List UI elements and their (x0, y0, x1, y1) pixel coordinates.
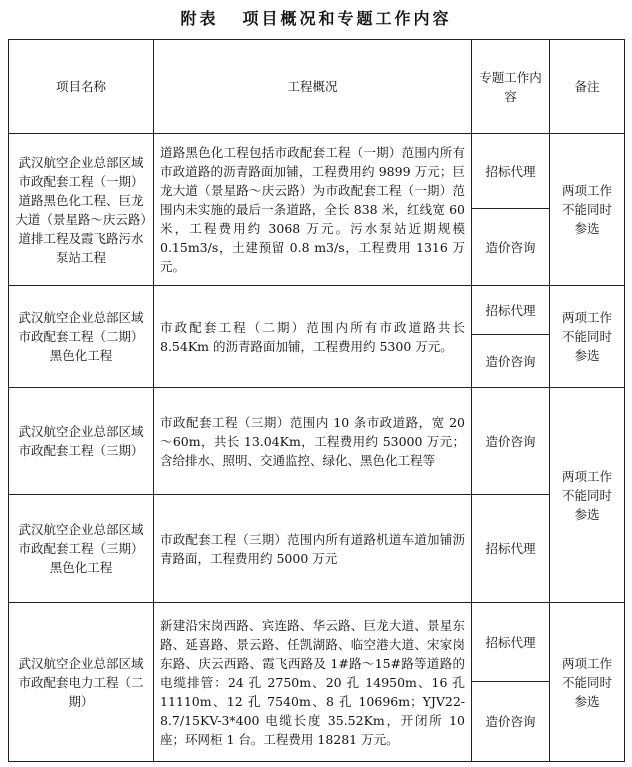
work-item: 造价咨询 (472, 209, 550, 286)
table-row (9, 134, 625, 209)
table-row (9, 388, 625, 495)
project-name: 武汉航空企业总部区域市政配套工程（一期）道路黑色化工程、巨龙大道（景星路～庆云路）道排工程及霞飞路污水泵站工程 (9, 134, 154, 286)
project-note: 两项工作不能同时参选 (550, 134, 625, 286)
table-row (9, 603, 625, 682)
work-item: 造价咨询 (472, 682, 550, 762)
work-item: 招标代理 (472, 495, 550, 603)
project-overview: 市政配套工程（三期）范围内所有道路机道车道加铺沥青路面，工程费用约 5000 万元 (154, 495, 472, 603)
work-item: 造价咨询 (472, 335, 550, 388)
header-work: 专题工作内容 (472, 40, 550, 134)
work-item: 招标代理 (472, 134, 550, 209)
title-main: 项目概况和专题工作内容 (242, 9, 452, 28)
header-overview: 工程概况 (154, 40, 472, 134)
project-overview: 新建沿宋岗西路、宾连路、华云路、巨龙大道、景星东路、延喜路、景云路、任凯湖路、临空港大道、宋家岗东路、庆云西路、霞飞西路及 1#路～15#路等道路的电缆排管：24 孔 2750m、20 孔 14950m、16 孔 11110m、12 孔 7540m、8 孔 10696m；YJV22-8.7/15KV-3*400 电缆长度 35.52Km，开闭所 10 座；环网柜 1 台。工程费用 18281 万元。 (154, 603, 472, 762)
project-overview: 道路黑色化工程包括市政配套工程（一期）范围内所有市政道路的沥青路面加铺，工程费用约 9899 万元；巨龙大道（景星路～庆云路）为市政配套工程（一期）范围内未实施的最后一条道路，全长 838 米，红线宽 60 米，工程费用约 3068 万元。污水泵站近期规模 0.15m3/s，土建预留 0.8 m3/s，工程费用 1316 万元。 (154, 134, 472, 286)
project-note: 两项工作不能同时参选 (550, 286, 625, 388)
merged-note: 两项工作不能同时参选 (550, 388, 625, 603)
work-item: 造价咨询 (472, 388, 550, 495)
title-prefix: 附表 (180, 9, 219, 28)
project-note: 两项工作不能同时参选 (550, 603, 625, 762)
table-row (9, 286, 625, 335)
project-overview: 市政配套工程（二期）范围内所有市政道路共长 8.54Km 的沥青路面加铺，工程费用约 5300 万元。 (154, 286, 472, 388)
project-overview: 市政配套工程（三期）范围内 10 条市政道路，宽 20～60m，共长 13.04Km，工程费用约 53000 万元；含给排水、照明、交通监控、绿化、黑色化工程等 (154, 388, 472, 495)
table-row (9, 495, 625, 603)
work-item: 招标代理 (472, 286, 550, 335)
project-name: 武汉航空企业总部区域市政配套电力工程（二期） (9, 603, 154, 762)
work-item: 招标代理 (472, 603, 550, 682)
header-row (9, 40, 625, 134)
header-note: 备注 (550, 40, 625, 134)
project-name: 武汉航空企业总部区域市政配套工程（三期）黑色化工程 (9, 495, 154, 603)
project-name: 武汉航空企业总部区域市政配套工程（二期）黑色化工程 (9, 286, 154, 388)
project-name: 武汉航空企业总部区域市政配套工程（三期） (9, 388, 154, 495)
header-name: 项目名称 (9, 40, 154, 134)
page-title (0, 6, 632, 29)
project-table (8, 39, 625, 762)
